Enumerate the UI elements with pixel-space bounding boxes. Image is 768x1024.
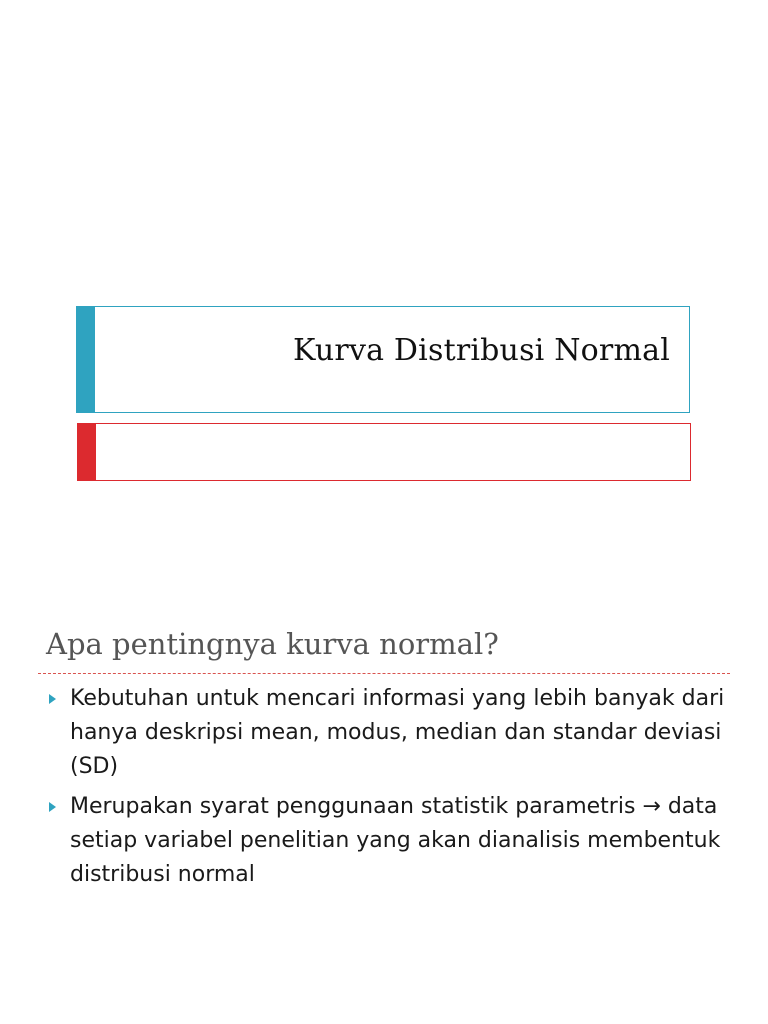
content-slide <box>0 576 768 1024</box>
bullet-item <box>46 790 736 892</box>
subtitle-accent-bar <box>78 424 96 480</box>
title-box <box>76 306 690 413</box>
slide-heading: Apa pentingnya kurva normal? <box>46 627 499 661</box>
heading-divider <box>38 673 730 674</box>
title-accent-bar <box>77 307 95 412</box>
triangle-right-icon <box>49 694 56 704</box>
bullet-text: Merupakan syarat penggunaan statistik parametris → data setiap variabel penelitian yang akan dianalisis membentuk distribusi normal <box>70 794 721 887</box>
bullet-list <box>46 682 736 898</box>
bullet-text: Kebutuhan untuk mencari informasi yang lebih banyak dari hanya deskripsi mean, modus, median dan standar deviasi (SD) <box>70 686 725 779</box>
subtitle-box <box>77 423 691 481</box>
bullet-item <box>46 682 736 784</box>
slide-title: Kurva Distribusi Normal <box>292 333 670 368</box>
triangle-right-icon <box>49 802 56 812</box>
